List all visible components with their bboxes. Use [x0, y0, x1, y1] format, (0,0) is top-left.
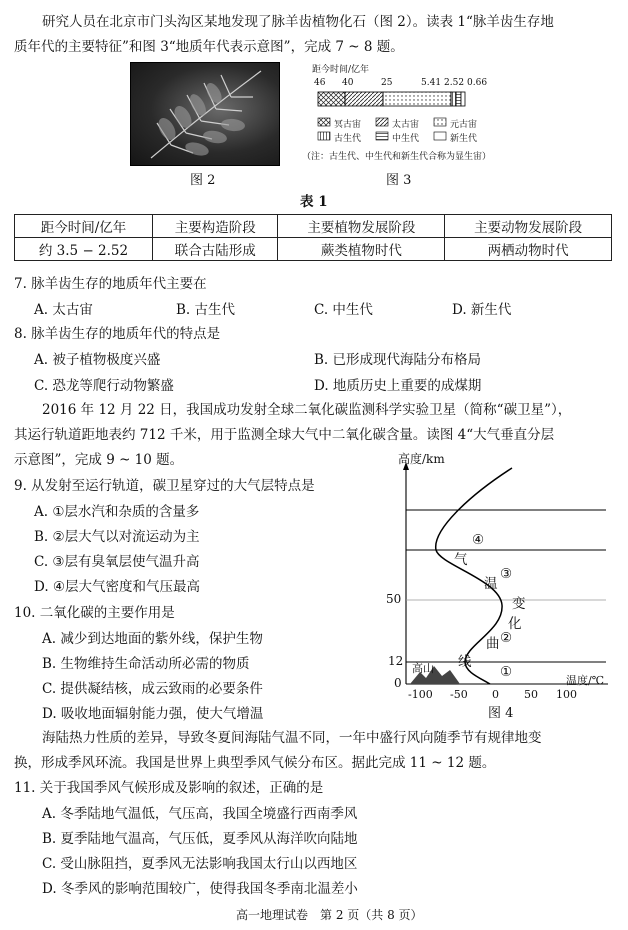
tick-40: 40 [342, 78, 354, 88]
q8-option-b: B. 已形成现代海陆分布格局 [314, 352, 482, 368]
tick-5-41: 5.41 [421, 78, 442, 88]
legend-hadean: 冥古宙 [334, 120, 362, 130]
fossil-photo [130, 62, 280, 166]
intro-line-1: 研究人员在北京市门头沟区某地发现了脉羊齿植物化石（图 2）。读表 1“脉羊齿生存地 [42, 14, 554, 30]
intro2-line-1: 2016 年 12 月 22 日，我国成功发射全球二氧化碳监测科学实验卫星（简称“碳卫星”）， [42, 402, 572, 418]
figure-4-ylabel: 高度/km [398, 452, 445, 466]
q7-option-d: D. 新生代 [452, 302, 512, 318]
table-header: 主要植物发展阶段 [278, 215, 445, 238]
ytick-12: 12 [388, 654, 404, 668]
q11-stem: 11. 关于我国季风气候形成及影响的叙述，正确的是 [14, 780, 324, 796]
table-header: 主要构造阶段 [153, 215, 278, 238]
q11-option-a: A. 冬季陆地气温低，气压高，我国全境盛行西南季风 [42, 806, 358, 822]
q10-option-c: C. 提供凝结核，成云致雨的必要条件 [42, 681, 263, 697]
curve-char: 曲 [486, 636, 500, 652]
q8-option-c: C. 恐龙等爬行动物繁盛 [34, 378, 174, 394]
figure-4-xlabel: 温度/℃ [566, 674, 605, 687]
figure-3-note: （注：古生代、中生代和新生代合称为显生宙） [302, 152, 492, 162]
xtick-minus-50: -50 [450, 688, 468, 701]
legend-cenozoic: 新生代 [450, 134, 478, 144]
q7-option-a: A. 太古宙 [34, 302, 93, 318]
bar-proterozoic [383, 92, 451, 106]
mountain-label: 高山 [412, 662, 434, 675]
bar-mesozoic [456, 92, 461, 106]
bar-cenozoic [461, 92, 465, 106]
table-header: 主要动物发展阶段 [445, 215, 612, 238]
table-row [15, 238, 612, 261]
xtick-50: 50 [524, 688, 538, 701]
q7-option-c: C. 中生代 [314, 302, 373, 318]
tick-0-66: 0.66 [467, 78, 488, 88]
intro3-line-1: 海陆热力性质的差异，导致冬夏间海陆气温不同，一年中盛行风向随季节有规律地变 [42, 730, 542, 746]
layer-label-2: ② [500, 630, 513, 646]
intro2-line-2: 其运行轨道距地表约 712 千米，用于监测全球大气中二氧化碳含量。读图 4“大气垂直分层 [14, 427, 555, 443]
q8-option-d: D. 地质历史上重要的成煤期 [314, 378, 482, 394]
bar-hadean [318, 92, 345, 106]
legend-archean: 太古宙 [392, 120, 420, 130]
curve-char: 变 [512, 596, 526, 612]
layer-label-3: ③ [500, 566, 513, 582]
xtick-minus-100: -100 [408, 688, 433, 701]
q7-stem: 7. 脉羊齿生存的地质年代主要在 [14, 276, 207, 292]
figure-3-caption: 图 3 [386, 173, 412, 188]
table-cell: 约 3.5 − 2.52 [15, 238, 153, 261]
q8-option-a: A. 被子植物极度兴盛 [34, 352, 161, 368]
curve-char: 线 [458, 654, 472, 670]
figure-3-axis-label: 距今时间/亿年 [312, 65, 370, 75]
q11-option-d: D. 冬季风的影响范围较广，使得我国冬季南北温差小 [42, 881, 358, 897]
curve-char: 温 [484, 576, 498, 592]
table-cell: 蕨类植物时代 [278, 238, 445, 261]
q10-option-d: D. 吸收地面辐射能力强，使大气增温 [42, 706, 264, 722]
layer-label-1: ① [500, 664, 513, 680]
layer-label-4: ④ [472, 532, 485, 548]
tick-25: 25 [381, 78, 393, 88]
bar-archean [345, 92, 383, 106]
q10-option-a: A. 减少到达地面的紫外线，保护生物 [42, 631, 263, 647]
figure-4-caption: 图 4 [488, 706, 514, 721]
table-header: 距今时间/亿年 [15, 215, 153, 238]
legend-mesozoic: 中生代 [392, 134, 420, 144]
intro3-line-2: 换，形成季风环流。我国是世界上典型季风气候分布区。据此完成 11 ~ 12 题。 [14, 755, 496, 771]
curve-char: 化 [508, 616, 522, 632]
intro-line-2: 质年代的主要特征”和图 3“地质年代表示意图”，完成 7 ~ 8 题。 [14, 39, 404, 55]
q9-option-d: D. ④层大气密度和气压最高 [34, 579, 201, 595]
xtick-100: 100 [556, 688, 577, 701]
legend-proterozoic: 元古宙 [450, 120, 478, 130]
q8-stem: 8. 脉羊齿生存的地质年代的特点是 [14, 326, 221, 342]
tick-2-52: 2.52 [444, 78, 465, 88]
curve-char: 气 [454, 552, 468, 568]
table-1 [14, 214, 612, 261]
figure-2-caption: 图 2 [190, 173, 216, 188]
xtick-0: 0 [492, 688, 499, 701]
tick-46: 46 [314, 78, 326, 88]
ytick-0: 0 [394, 676, 402, 690]
q11-option-c: C. 受山脉阻挡，夏季风无法影响我国太行山以西地区 [42, 856, 358, 872]
table-1-caption: 表 1 [300, 194, 328, 210]
q9-option-c: C. ③层有臭氧层使气温升高 [34, 554, 200, 570]
q9-option-b: B. ②层大气以对流运动为主 [34, 529, 200, 545]
q7-option-b: B. 古生代 [176, 302, 236, 318]
q10-stem: 10. 二氧化碳的主要作用是 [14, 605, 175, 621]
ytick-50: 50 [386, 592, 402, 606]
q11-option-b: B. 夏季陆地气温高，气压低，夏季风从海洋吹向陆地 [42, 831, 358, 847]
intro2-line-3: 示意图”，完成 9 ~ 10 题。 [14, 452, 184, 468]
q9-option-a: A. ①层水汽和杂质的含量多 [34, 504, 200, 520]
bar-paleozoic [451, 92, 456, 106]
table-cell: 两栖动物时代 [445, 238, 612, 261]
q9-stem: 9. 从发射至运行轨道，碳卫星穿过的大气层特点是 [14, 478, 315, 494]
page-footer: 高一地理试卷 第 2 页（共 8 页） [236, 908, 423, 922]
legend-paleozoic: 古生代 [334, 134, 362, 144]
table-header-row [15, 215, 612, 238]
q10-option-b: B. 生物维持生命活动所必需的物质 [42, 656, 250, 672]
table-cell: 联合古陆形成 [153, 238, 278, 261]
